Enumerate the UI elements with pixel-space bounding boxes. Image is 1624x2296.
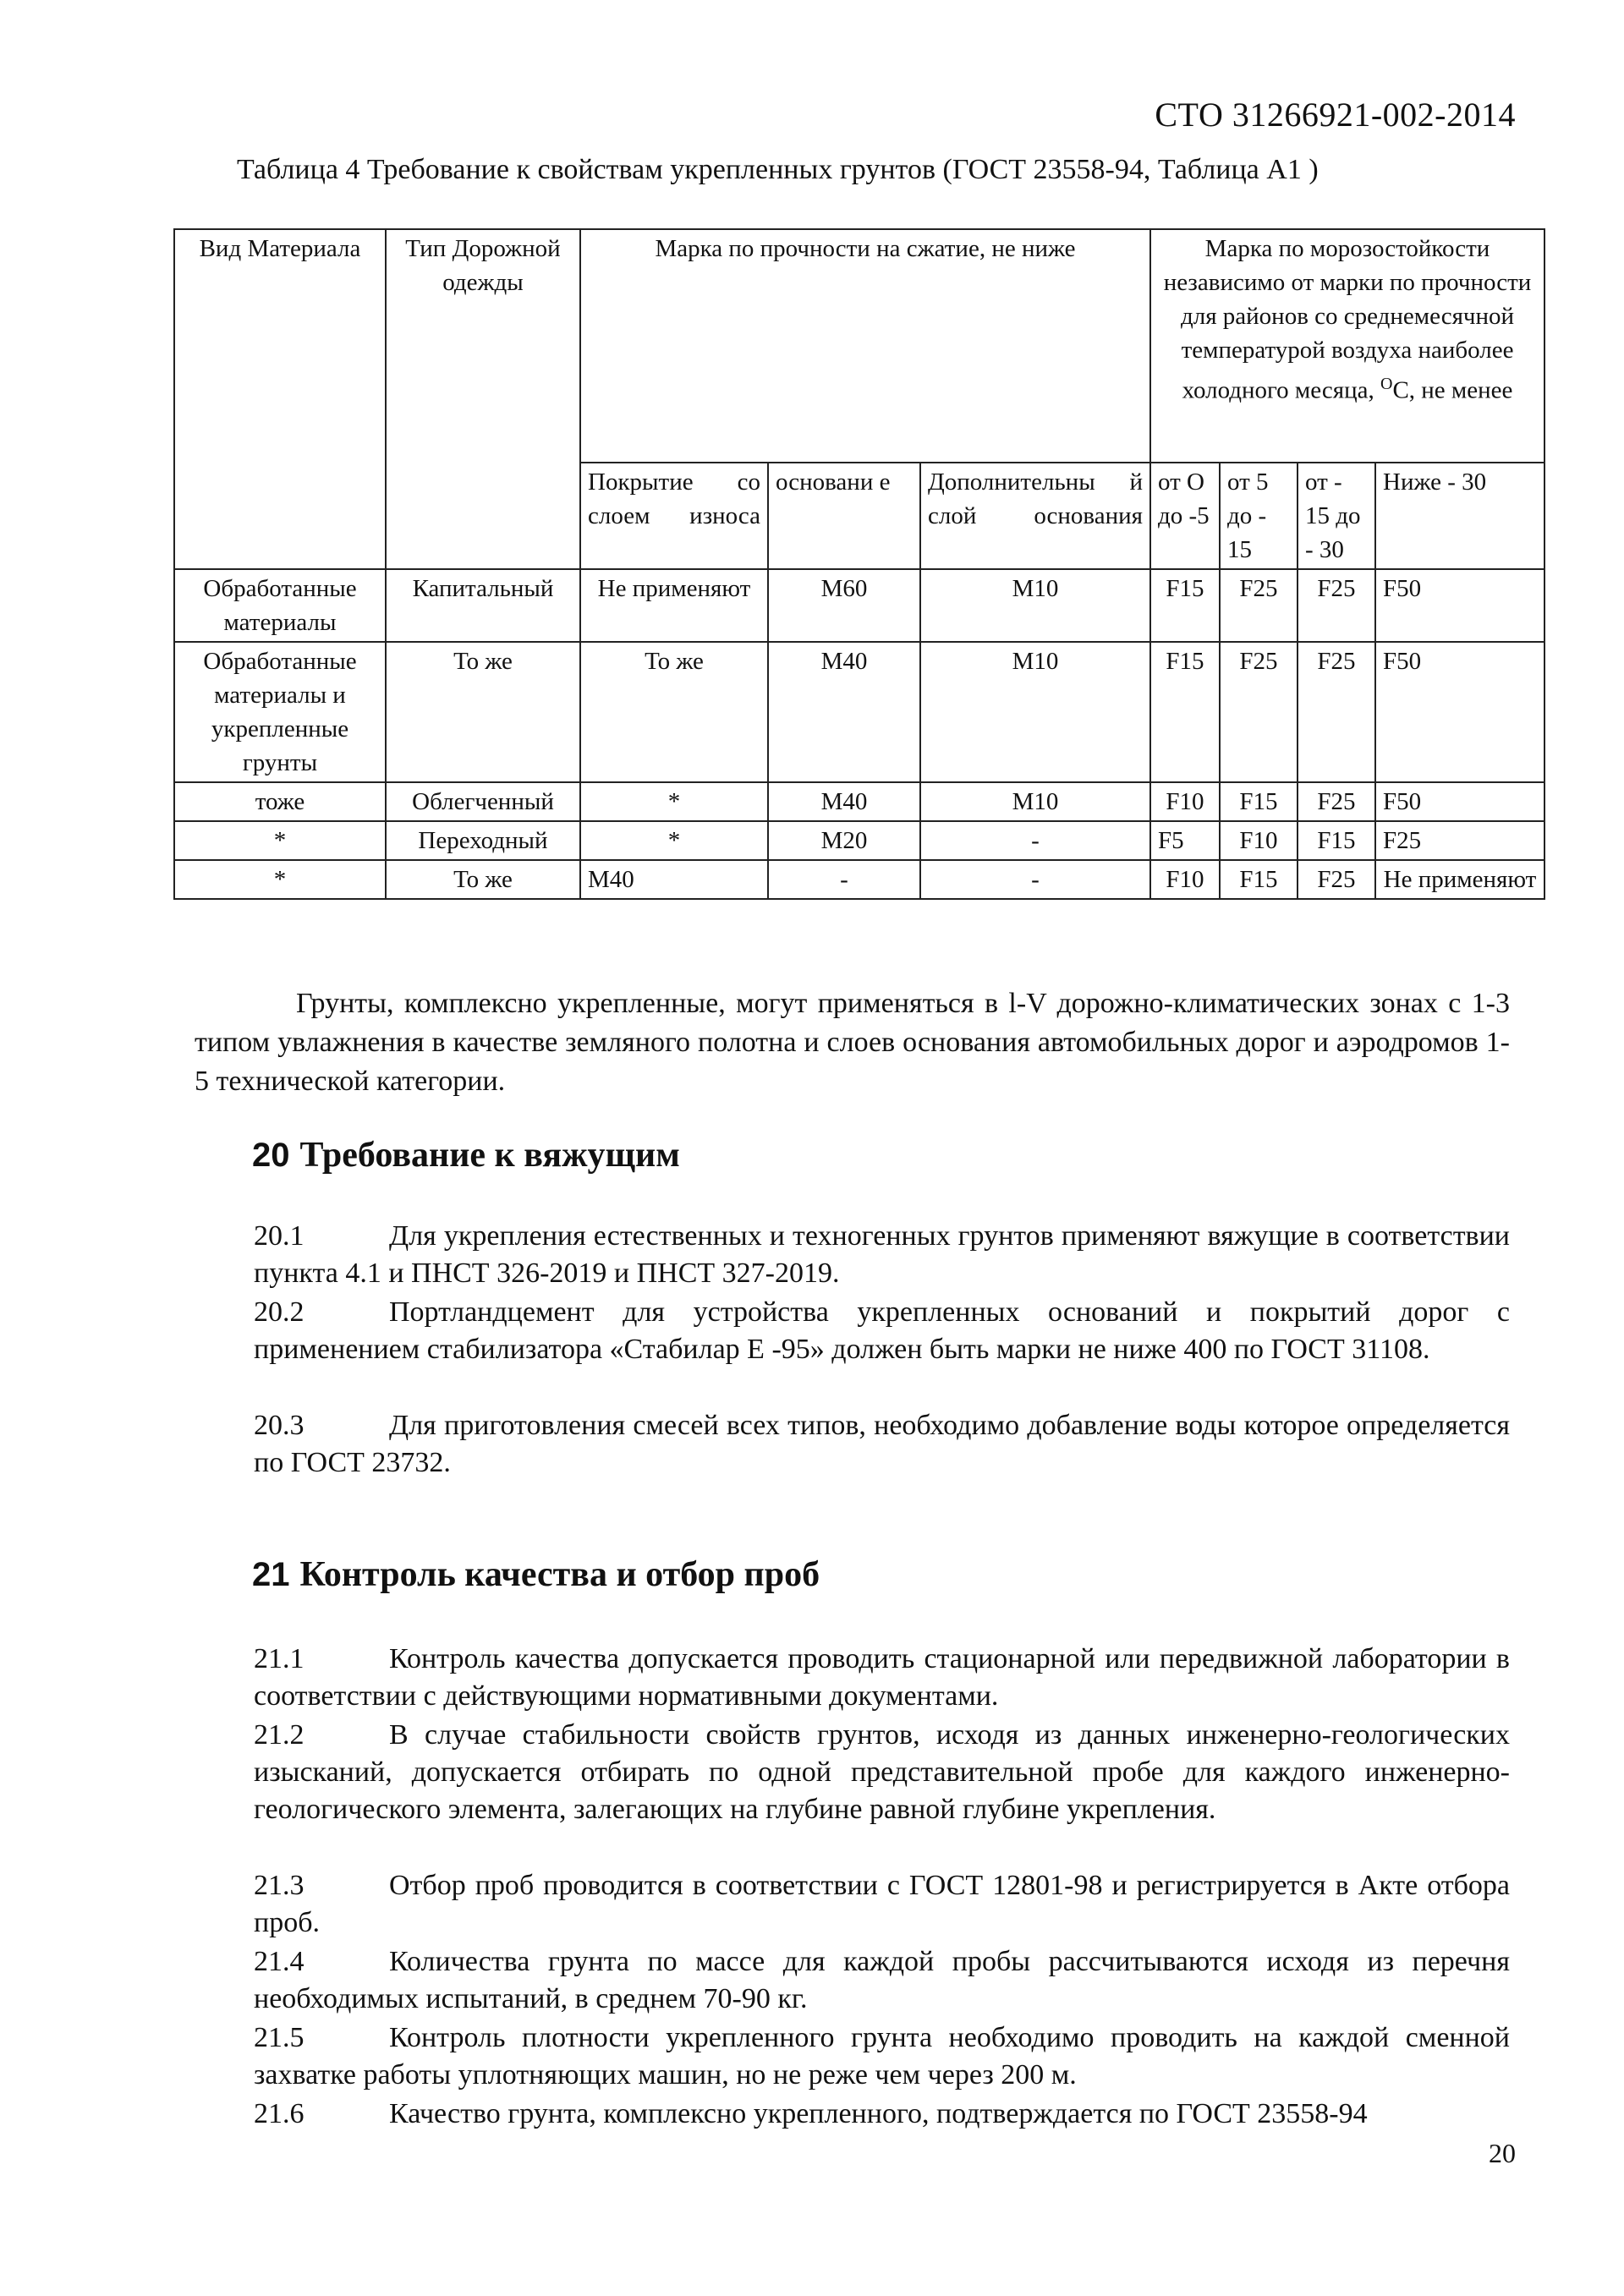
cell-coating: *	[580, 782, 768, 821]
cell-frost-4: F25	[1375, 821, 1544, 860]
header-frost-unit: С, не менее	[1392, 376, 1513, 404]
cell-extra: М10	[920, 569, 1150, 642]
clause-text: Отбор проб проводится в соответствии с ГОСТ 12801-98 и регистрируется в Акте отбора проб.	[254, 1870, 1510, 1938]
cell-extra: М10	[920, 782, 1150, 821]
clause-21-2	[254, 1717, 1510, 1828]
table-caption: Таблица 4 Требование к свойствам укрепленных грунтов (ГОСТ 23558-94, Таблица А1 )	[237, 154, 1319, 185]
header-material: Вид Материала	[174, 229, 386, 569]
cell-frost-2: F15	[1220, 782, 1298, 821]
cell-frost-3: F25	[1298, 569, 1375, 642]
section-21-number: 21	[252, 1556, 290, 1593]
section-21-heading	[252, 1554, 820, 1595]
cell-frost-4: F50	[1375, 569, 1544, 642]
header-temp-4: Ниже - 30	[1375, 463, 1544, 569]
document-code: СТО 31266921-002-2014	[1155, 96, 1516, 134]
cell-frost-2: F25	[1220, 642, 1298, 782]
clause-text: Портландцемент для устройства укрепленных оснований и покрытий дорог с применением стабилизатора «Стабилар Е -95» должен быть марки не ниже 400 по ГОСТ 31108.	[254, 1296, 1510, 1365]
clause-number: 21.3	[254, 1870, 304, 1901]
clause-20-1	[254, 1218, 1510, 1292]
cell-frost-4: F50	[1375, 782, 1544, 821]
cell-material: Обработанные материалы и укрепленные грунты	[174, 642, 386, 782]
clause-text: Контроль качества допускается проводить стационарной или передвижной лаборатории в соответствии с действующими нормативными документами.	[254, 1643, 1510, 1712]
table-row	[174, 642, 1544, 782]
header-temp-2: от 5 до - 15	[1220, 463, 1298, 569]
clause-21-6	[254, 2096, 1510, 2133]
clause-21-3	[254, 1867, 1510, 1942]
cell-material: тоже	[174, 782, 386, 821]
cell-type: Облегченный	[386, 782, 580, 821]
header-pavement-type: Тип Дорожной одежды	[386, 229, 580, 569]
clause-21-5	[254, 2019, 1510, 2094]
cell-frost-3: F25	[1298, 642, 1375, 782]
note-paragraph	[195, 984, 1510, 1101]
header-temp-1: от О до -5	[1150, 463, 1220, 569]
cell-type: То же	[386, 642, 580, 782]
header-temp-3: от - 15 до - 30	[1298, 463, 1375, 569]
header-frost-unit-sup: O	[1380, 375, 1393, 393]
clause-number: 21.2	[254, 1719, 304, 1751]
cell-frost-1: F5	[1150, 821, 1220, 860]
table-row	[174, 782, 1544, 821]
cell-base: М20	[768, 821, 920, 860]
clause-number: 21.1	[254, 1643, 304, 1674]
requirements-table	[173, 228, 1545, 900]
clause-text: Количества грунта по массе для каждой пробы рассчитываются исходя из перечня необходимых испытаний, в среднем 70-90 кг.	[254, 1946, 1510, 2014]
section-20-title: Требование к вяжущим	[299, 1136, 680, 1175]
cell-frost-4: Не применяют	[1375, 860, 1544, 899]
clause-text: Для приготовления смесей всех типов, необходимо добавление воды которое определяется по ГОСТ 23732.	[254, 1410, 1510, 1478]
cell-frost-1: F15	[1150, 642, 1220, 782]
table-row	[174, 569, 1544, 642]
cell-coating: М40	[580, 860, 768, 899]
cell-extra: М10	[920, 642, 1150, 782]
clause-20-3	[254, 1407, 1510, 1482]
header-extra-base: Дополнительны й слой основания	[920, 463, 1150, 569]
header-base: основани е	[768, 463, 920, 569]
table-row	[174, 860, 1544, 899]
clause-21-1	[254, 1641, 1510, 1715]
clause-number: 21.5	[254, 2022, 304, 2053]
clause-number: 21.4	[254, 1946, 304, 1977]
clause-number: 20.1	[254, 1220, 304, 1252]
cell-coating: Не применяют	[580, 569, 768, 642]
cell-base: М60	[768, 569, 920, 642]
header-coating: Покрытие со слоем износа	[580, 463, 768, 569]
cell-coating: *	[580, 821, 768, 860]
cell-base: М40	[768, 782, 920, 821]
note-text: Грунты, комплексно укрепленные, могут применяться в l-V дорожно-климатических зонах с 1-3 типом увлажнения в качестве земляного полотна и слоев основания автомобильных дорог и аэродромов 1-5 технической категории.	[195, 988, 1510, 1097]
cell-frost-4: F50	[1375, 642, 1544, 782]
section-20-number: 20	[252, 1137, 290, 1174]
cell-frost-1: F10	[1150, 782, 1220, 821]
cell-type: То же	[386, 860, 580, 899]
cell-material: *	[174, 821, 386, 860]
page-number: 20	[1489, 2138, 1516, 2168]
cell-frost-1: F15	[1150, 569, 1220, 642]
clause-number: 20.3	[254, 1410, 304, 1441]
cell-material: *	[174, 860, 386, 899]
header-frost-group	[1150, 229, 1544, 463]
cell-frost-3: F25	[1298, 860, 1375, 899]
cell-material: Обработанные материалы	[174, 569, 386, 642]
clause-text: В случае стабильности свойств грунтов, исходя из данных инженерно-геологических изысканий, допускается отбирать по одной представительной пробе для каждого инженерно-геологического элемента, залегающих на глубине равной глубине укрепления.	[254, 1719, 1510, 1825]
cell-base: М40	[768, 642, 920, 782]
cell-coating: То же	[580, 642, 768, 782]
cell-frost-2: F25	[1220, 569, 1298, 642]
cell-frost-1: F10	[1150, 860, 1220, 899]
cell-frost-2: F15	[1220, 860, 1298, 899]
table-header-row	[174, 229, 1544, 463]
cell-type: Капитальный	[386, 569, 580, 642]
cell-extra: -	[920, 860, 1150, 899]
clause-21-4	[254, 1943, 1510, 2018]
section-20-heading	[252, 1135, 680, 1175]
cell-base: -	[768, 860, 920, 899]
cell-frost-2: F10	[1220, 821, 1298, 860]
clause-text: Качество грунта, комплексно укрепленного, подтверждается по ГОСТ 23558-94	[389, 2098, 1368, 2129]
clause-text: Для укрепления естественных и техногенных грунтов применяют вяжущие в соответствии пункта 4.1 и ПНСТ 326-2019 и ПНСТ 327-2019.	[254, 1220, 1510, 1289]
clause-text: Контроль плотности укрепленного грунта необходимо проводить на каждой сменной захватке работы уплотняющих машин, но не реже чем через 200 м.	[254, 2022, 1510, 2091]
clause-number: 20.2	[254, 1296, 304, 1328]
cell-type: Переходный	[386, 821, 580, 860]
clause-number: 21.6	[254, 2098, 304, 2129]
cell-frost-3: F25	[1298, 782, 1375, 821]
header-strength-group: Марка по прочности на сжатие, не ниже	[580, 229, 1150, 463]
clause-20-2	[254, 1294, 1510, 1368]
table-row	[174, 821, 1544, 860]
cell-frost-3: F15	[1298, 821, 1375, 860]
section-21-title: Контроль качества и отбор проб	[299, 1555, 820, 1594]
header-frost-text: Марка по морозостойкости независимо от марки по прочности для районов со среднемесячной температурой воздуха наиболее холодного месяца,	[1163, 235, 1532, 404]
cell-extra: -	[920, 821, 1150, 860]
